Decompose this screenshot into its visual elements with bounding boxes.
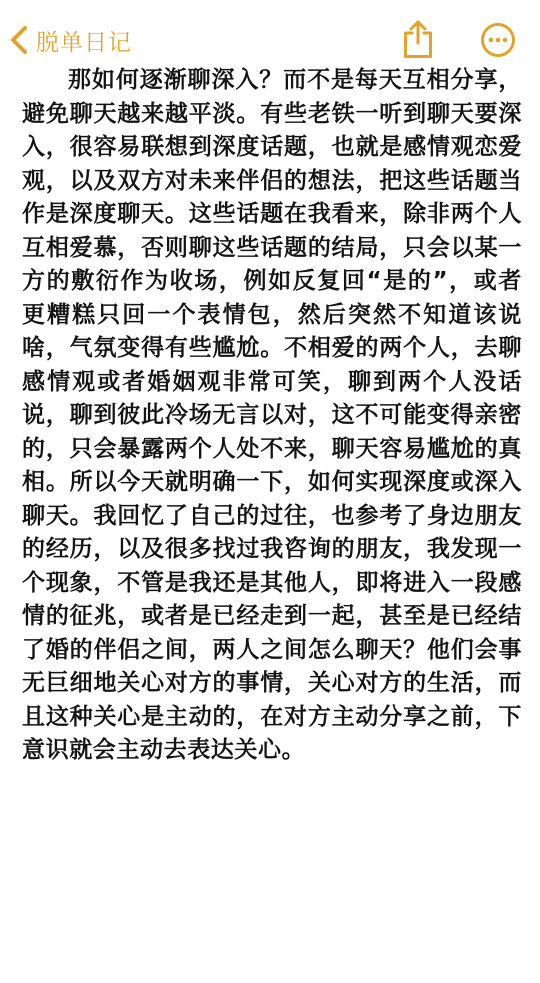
- more-button[interactable]: [480, 22, 516, 58]
- share-icon: [400, 45, 436, 64]
- back-button[interactable]: [8, 22, 132, 58]
- note-body-text[interactable]: 那如何逐渐聊深入？而不是每天互相分享，避免聊天越来越平淡。有些老铁一听到聊天要深入，很容易联想到深度话题，也就是感情观恋爱观，以及双方对未来伴侣的想法，把这些话题当作是深度聊天。这些话题在我看来，除非两个人互相爱慕，否则聊这些话题的结局，只会以某一方的敷衍作为收场，例如反复回“是的”，或者更糟糕只回一个表情包，然后突然不知道该说啥，气氛变得有些尴尬。不相爱的两个人，去聊感情观或者婚姻观非常可笑，聊到两个人没话说，聊到彼此冷场无言以对，这不可能变得亲密的，只会暴露两个人处不来，聊天容易尴尬的真相。所以今天就明确一下，如何实现深度或深入聊天。我回忆了自己的过往，也参考了身边朋友的经历，以及很多找过我咨询的朋友，我发现一个现象，不管是我还是其他人，即将进入一段感情的征兆，或者是已经走到一起，甚至是已经结了婚的伴侣之间，两人之间怎么聊天？他们会事无巨细地关心对方的事情，关心对方的生活，而且这种关心是主动的，在对方主动分享之前，下意识就会主动去表达关心。: [22, 67, 522, 763]
- chevron-left-icon: [8, 23, 30, 57]
- more-icon: [480, 43, 516, 62]
- back-label: 脱单日记: [36, 29, 132, 56]
- share-button[interactable]: [400, 18, 436, 60]
